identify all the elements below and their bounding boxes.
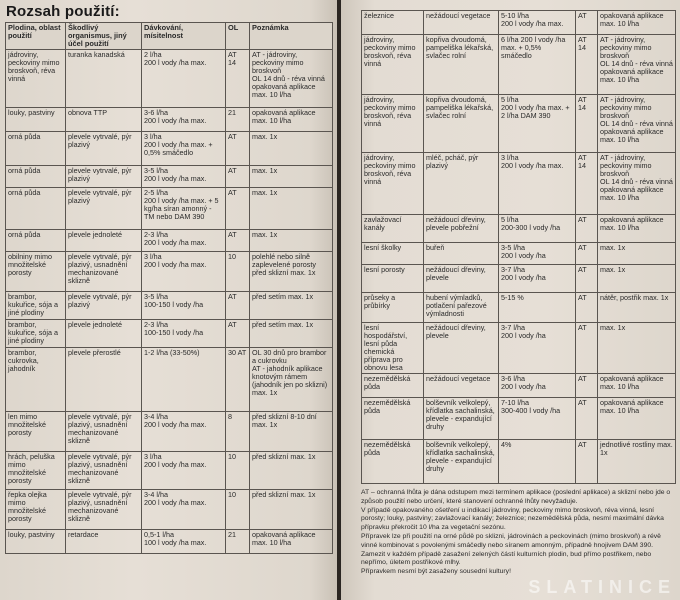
- ol-cell: AT: [226, 166, 250, 188]
- dosage-cell: 5-15 %: [499, 293, 576, 323]
- organism-cell: nežádoucí dřeviny, plevele: [424, 265, 499, 293]
- crop-cell: lesní porosty: [362, 265, 424, 293]
- table-row: [362, 265, 676, 293]
- usage-table-right: [361, 10, 676, 484]
- ol-cell: 21: [226, 108, 250, 132]
- dosage-cell: 3-5 l/ha 100-150 l vody /ha: [142, 292, 226, 320]
- dosage-cell: 3-7 l/ha 200 l vody /ha: [499, 323, 576, 374]
- header-organism: Škodlivý organismus, jiný účel použití: [66, 23, 142, 50]
- crop-cell: jádroviny, peckoviny mimo broskvoň, réva vinná: [362, 35, 424, 95]
- table-row: [362, 243, 676, 265]
- crop-cell: obilniny mimo množitelské porosty: [6, 252, 66, 292]
- header-dosage: Dávkování, mísitelnost: [142, 23, 226, 50]
- ol-cell: AT: [576, 440, 598, 484]
- dosage-cell: 2-5 l/ha 200 l vody /ha max. + 5 kg/ha síran amonný - TM nebo DAM 390: [142, 188, 226, 230]
- organism-cell: plevele přerostlé: [66, 348, 142, 412]
- organism-cell: plevele vytrvalé, pýr plazivý: [66, 188, 142, 230]
- crop-cell: jádroviny, peckoviny mimo broskvoň, réva vinná: [6, 50, 66, 108]
- note-cell: max. 1x: [250, 188, 333, 230]
- dosage-cell: 6 l/ha 200 l vody /ha max. + 0,5% smáčedlo: [499, 35, 576, 95]
- note-cell: před sklizní max. 1x: [250, 452, 333, 490]
- organism-cell: kopřiva dvoudomá, pampeliška lékařská, svlačec rolní: [424, 95, 499, 153]
- ol-cell: AT: [576, 243, 598, 265]
- note-cell: opakovaná aplikace max. 10 l/ha: [598, 374, 676, 398]
- table-row: [362, 398, 676, 440]
- crop-cell: jádroviny, peckoviny mimo broskvoň, réva vinná: [362, 153, 424, 215]
- dosage-cell: 3 l/ha 200 l vody /ha max.: [142, 452, 226, 490]
- ol-cell: AT: [576, 215, 598, 243]
- organism-cell: nežádoucí dřeviny, plevele: [424, 323, 499, 374]
- right-table-body: [362, 11, 676, 484]
- ol-cell: 10: [226, 452, 250, 490]
- ol-cell: AT: [226, 292, 250, 320]
- crop-cell: lesní školky: [362, 243, 424, 265]
- crop-cell: železnice: [362, 11, 424, 35]
- note-cell: AT - jádroviny, peckoviny mimo broskvoň OL 14 dnů - réva vinná opakovaná aplikace max. 10 l/ha: [598, 153, 676, 215]
- note-cell: AT - jádroviny, peckoviny mimo broskvoň OL 14 dnů - réva vinná opakovaná aplikace max. 10 l/ha: [250, 50, 333, 108]
- header-ol: OL: [226, 23, 250, 50]
- dosage-cell: 3-5 l/ha 200 l vody /ha max.: [142, 166, 226, 188]
- table-row: [362, 293, 676, 323]
- organism-cell: plevele jednoleté: [66, 320, 142, 348]
- dosage-cell: 1-2 l/ha (33-50%): [142, 348, 226, 412]
- ol-cell: AT: [576, 293, 598, 323]
- table-row: [6, 188, 333, 230]
- right-page: [341, 0, 680, 600]
- crop-cell: zavlažovací kanály: [362, 215, 424, 243]
- table-row: [6, 50, 333, 108]
- dosage-cell: 3-7 l/ha 200 l vody /ha: [499, 265, 576, 293]
- organism-cell: buřeň: [424, 243, 499, 265]
- footnote-combine: Přípravek lze při použití na orné půdě po sklizni, jádrovinách a peckovinách (mimo broskvoň) a révě vinné kombinovat s povolenými smáčedly nebo síranem amonným, případně hnojivem DAM 390.: [361, 532, 661, 549]
- organism-cell: bolševník velkolepý, křídlatka sachalinská, plevele - expandující druhy: [424, 440, 499, 484]
- header-crop: Plodina, oblast použití: [6, 23, 66, 50]
- dosage-cell: 2-3 l/ha 100-150 l vody /ha: [142, 320, 226, 348]
- crop-cell: řepka olejka mimo množitelské porosty: [6, 490, 66, 530]
- crop-cell: jádroviny, peckoviny mimo broskvoň, réva vinná: [362, 95, 424, 153]
- ol-cell: AT 14: [576, 35, 598, 95]
- table-row: [6, 132, 333, 166]
- organism-cell: kopřiva dvoudomá, pampeliška lékařská, svlačec rolní: [424, 35, 499, 95]
- footnote-repeat: V případě opakovaného ošetření u indikací jádroviny, peckoviny mimo broskvoň, réva vinná, lesní porosty; louky, pastviny; zavlažovací kanály; železnice; nezemědělská půda, nesmí maximální dávka přípravku překročit 10 l/ha za vegetační sezónu.: [361, 506, 664, 532]
- note-cell: nátěr, postřik max. 1x: [598, 293, 676, 323]
- table-row: [362, 11, 676, 35]
- ol-cell: AT: [576, 265, 598, 293]
- note-cell: před setím max. 1x: [250, 320, 333, 348]
- table-row: [6, 452, 333, 490]
- table-row: [362, 215, 676, 243]
- crop-cell: hrách, peluška mimo množitelské porosty: [6, 452, 66, 490]
- organism-cell: turanka kanadská: [66, 50, 142, 108]
- dosage-cell: 3-6 l/ha 200 l vody /ha max.: [142, 108, 226, 132]
- note-cell: před setím max. 1x: [250, 292, 333, 320]
- organism-cell: plevele vytrvalé, pýr plazivý, usnadnění mechanizované sklizně: [66, 452, 142, 490]
- footnote-warning: Přípravkem nesmí být zasaženy sousední kultury!: [361, 568, 511, 576]
- dosage-cell: 2-3 l/ha 200 l vody /ha max.: [142, 230, 226, 252]
- ol-cell: AT: [226, 230, 250, 252]
- organism-cell: bolševník velkolepý, křídlatka sachalinská, plevele - expandující druhy: [424, 398, 499, 440]
- table-row: [362, 35, 676, 95]
- crop-cell: brambor, kukuřice, sója a jiné plodiny: [6, 320, 66, 348]
- usage-table-left: [5, 22, 333, 554]
- organism-cell: nežádoucí vegetace: [424, 374, 499, 398]
- table-row: [6, 490, 333, 530]
- note-cell: opakovaná aplikace max. 10 l/ha: [598, 215, 676, 243]
- header-note: Poznámka: [250, 23, 333, 50]
- ol-cell: 10: [226, 252, 250, 292]
- note-cell: max. 1x: [250, 230, 333, 252]
- crop-cell: průseky a průbírky: [362, 293, 424, 323]
- note-cell: před sklizní max. 1x: [250, 490, 333, 530]
- dosage-cell: 7-10 l/ha 300-400 l vody /ha: [499, 398, 576, 440]
- crop-cell: nezemědělská půda: [362, 398, 424, 440]
- dosage-cell: 3-4 l/ha 200 l vody /ha max.: [142, 412, 226, 452]
- organism-cell: plevele vytrvalé, pýr plazivý: [66, 166, 142, 188]
- note-cell: max. 1x: [250, 166, 333, 188]
- note-cell: jednotlivé rostliny max. 1x: [598, 440, 676, 484]
- table-row: [362, 374, 676, 398]
- crop-cell: orná půda: [6, 230, 66, 252]
- footnotes: [361, 489, 673, 577]
- dosage-cell: 3-4 l/ha 200 l vody /ha max.: [142, 490, 226, 530]
- note-cell: opakovaná aplikace max. 10 l/ha: [598, 11, 676, 35]
- dosage-cell: 5 l/ha 200-300 l vody /ha: [499, 215, 576, 243]
- ol-cell: AT: [576, 11, 598, 35]
- ol-cell: 30 AT: [226, 348, 250, 412]
- organism-cell: nežádoucí dřeviny, plevele pobřežní: [424, 215, 499, 243]
- table-row: [362, 153, 676, 215]
- ol-cell: AT: [576, 323, 598, 374]
- note-cell: max. 1x: [250, 132, 333, 166]
- ol-cell: AT: [226, 188, 250, 230]
- table-header-row: [6, 23, 333, 50]
- note-cell: max. 1x: [598, 323, 676, 374]
- dosage-cell: 5 l/ha 200 l vody /ha max. + 2 l/ha DAM 390: [499, 95, 576, 153]
- left-page: [0, 0, 337, 600]
- footnote-drift: Zamezit v každém případě zasažení zelených částí kulturních plodin, bud přímo postřikem, nebo nepřímo, úletem postřikové mlhy.: [361, 550, 652, 567]
- table-row: [6, 252, 333, 292]
- table-row: [6, 320, 333, 348]
- table-row: [6, 230, 333, 252]
- note-cell: polehlé nebo silně zaplevelené porosty před sklizní max. 1x: [250, 252, 333, 292]
- table-row: [6, 108, 333, 132]
- ol-cell: AT: [226, 132, 250, 166]
- ol-cell: 21: [226, 530, 250, 554]
- note-cell: max. 1x: [598, 243, 676, 265]
- crop-cell: brambor, kukuřice, sója a jiné plodiny: [6, 292, 66, 320]
- organism-cell: plevele jednoleté: [66, 230, 142, 252]
- dosage-cell: 2 l/ha 200 l vody /ha max.: [142, 50, 226, 108]
- crop-cell: len mimo množitelské porosty: [6, 412, 66, 452]
- footnote-at: AT – ochranná lhůta je dána odstupem mezi termínem aplikace (poslední aplikace) a sklizní nebo jde o způsob použití nebo určení, které stanovení ochranné lhůty nevyžaduje.: [361, 489, 671, 505]
- organism-cell: obnova TTP: [66, 108, 142, 132]
- note-cell: opakovaná aplikace max. 10 l/ha: [250, 530, 333, 554]
- ol-cell: AT 14: [576, 95, 598, 153]
- ol-cell: AT: [576, 374, 598, 398]
- note-cell: před sklizní 8-10 dní max. 1x: [250, 412, 333, 452]
- dosage-cell: 5-10 l/ha 200 l vody /ha max.: [499, 11, 576, 35]
- note-cell: AT - jádroviny, peckoviny mimo broskvoň OL 14 dnů - réva vinná opakovaná aplikace max. 10 l/ha: [598, 95, 676, 153]
- table-row: [6, 530, 333, 554]
- organism-cell: nežádoucí vegetace: [424, 11, 499, 35]
- organism-cell: plevele vytrvalé, pýr plazivý, usnadnění mechanizované sklizně: [66, 252, 142, 292]
- note-cell: OL 30 dnů pro brambor a cukrovku AT - jahodník aplikace knotovým rámem (jahodník jen po sklizni) max. 1x: [250, 348, 333, 412]
- organism-cell: plevele vytrvalé, pýr plazivý, usnadnění mechanizované sklizně: [66, 412, 142, 452]
- table-row: [6, 292, 333, 320]
- crop-cell: orná půda: [6, 132, 66, 166]
- note-cell: opakovaná aplikace max. 10 l/ha: [250, 108, 333, 132]
- table-row: [362, 440, 676, 484]
- crop-cell: louky, pastviny: [6, 108, 66, 132]
- note-cell: AT - jádroviny, peckoviny mimo broskvoň OL 14 dnů - réva vinná opakovaná aplikace max. 10 l/ha: [598, 35, 676, 95]
- crop-cell: brambor, cukrovka, jahodník: [6, 348, 66, 412]
- ol-cell: 10: [226, 490, 250, 530]
- crop-cell: louky, pastviny: [6, 530, 66, 554]
- ol-cell: AT 14: [226, 50, 250, 108]
- note-cell: opakovaná aplikace max. 10 l/ha: [598, 398, 676, 440]
- table-row: [362, 95, 676, 153]
- organism-cell: plevele vytrvalé, pýr plazivý: [66, 292, 142, 320]
- crop-cell: orná půda: [6, 166, 66, 188]
- dosage-cell: 3 l/ha 200 l vody /ha max.: [499, 153, 576, 215]
- organism-cell: retardace: [66, 530, 142, 554]
- organism-cell: hubení výmladků, potlačení pařezové výmladnosti: [424, 293, 499, 323]
- ol-cell: AT: [226, 320, 250, 348]
- crop-cell: nezemědělská půda: [362, 374, 424, 398]
- note-cell: max. 1x: [598, 265, 676, 293]
- ol-cell: 8: [226, 412, 250, 452]
- dosage-cell: 3 l/ha 200 l vody /ha max.: [142, 252, 226, 292]
- crop-cell: nezemědělská půda: [362, 440, 424, 484]
- organism-cell: mléč, pcháč, pýr plazivý: [424, 153, 499, 215]
- table-row: [6, 166, 333, 188]
- ol-cell: AT 14: [576, 153, 598, 215]
- table-row: [6, 412, 333, 452]
- dosage-cell: 3-5 l/ha 200 l vody /ha: [499, 243, 576, 265]
- section-title: Rozsah použití:: [6, 3, 120, 20]
- crop-cell: orná půda: [6, 188, 66, 230]
- ol-cell: AT: [576, 398, 598, 440]
- organism-cell: plevele vytrvalé, pýr plazivý, usnadnění mechanizované sklizně: [66, 490, 142, 530]
- table-row: [362, 323, 676, 374]
- organism-cell: plevele vytrvalé, pýr plazivý: [66, 132, 142, 166]
- dosage-cell: 3 l/ha 200 l vody /ha max. + 0,5% smáčedlo: [142, 132, 226, 166]
- dosage-cell: 4%: [499, 440, 576, 484]
- watermark: SLATINICE: [528, 577, 676, 597]
- crop-cell: lesní hospodářství, lesní půda chemická příprava pro obnovu lesa: [362, 323, 424, 374]
- dosage-cell: 3-6 l/ha 200 l vody /ha: [499, 374, 576, 398]
- dosage-cell: 0,5-1 l/ha 100 l vody /ha max.: [142, 530, 226, 554]
- table-row: [6, 348, 333, 412]
- left-table-body: [6, 50, 333, 554]
